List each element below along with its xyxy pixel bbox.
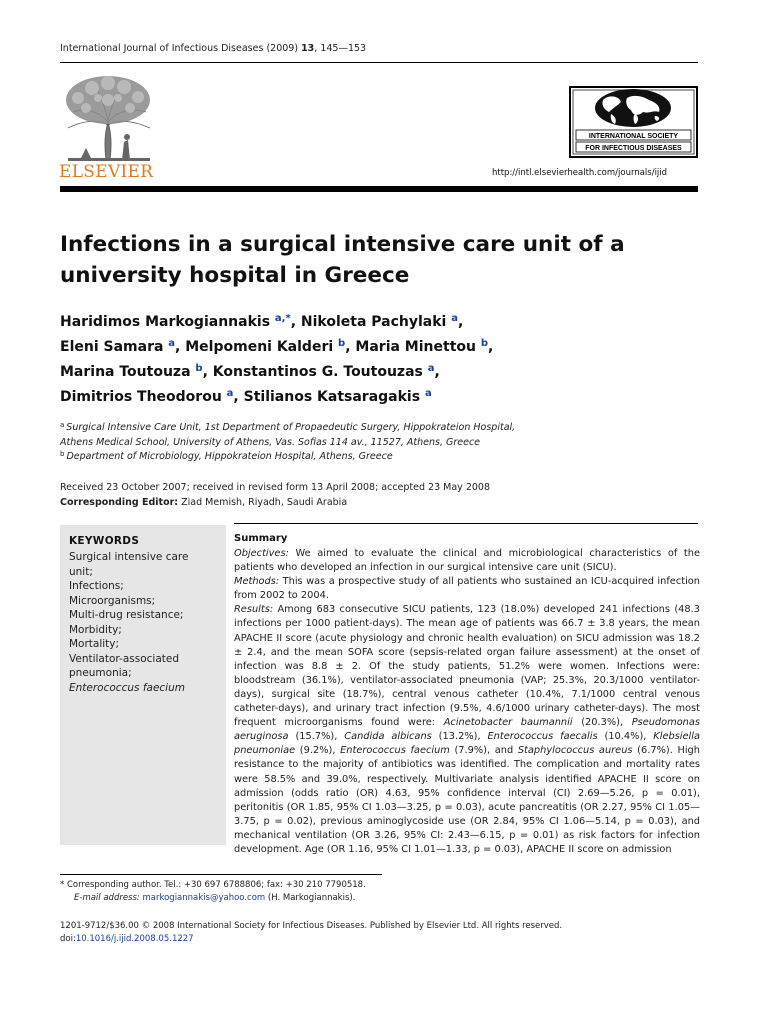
author-name: Haridimos Markogiannakis <box>60 314 271 330</box>
keyword-item: Morbidity; <box>69 623 122 636</box>
author-name: Maria Minettou <box>355 339 476 355</box>
corresponding-editor: Corresponding Editor: Ziad Memish, Riyadh, Saudi Arabia <box>60 497 348 508</box>
author-affiliation-mark[interactable]: b <box>480 338 489 349</box>
keyword-item: unit; <box>69 565 93 578</box>
author-affiliation-mark[interactable]: a <box>427 363 435 374</box>
received-dates: Received 23 October 2007; received in revised form 13 April 2008; accepted 23 May 2008 <box>60 482 490 493</box>
author-affiliation-mark[interactable]: a,* <box>274 313 291 324</box>
isid-logo-line1: INTERNATIONAL SOCIETY <box>588 133 679 140</box>
journal-reference: International Journal of Infectious Diseases (2009) 13, 145—153 <box>60 43 367 54</box>
keyword-item: Multi-drug resistance; <box>69 609 184 621</box>
doi-link[interactable]: 10.1016/j.ijid.2008.05.1227 <box>75 934 194 944</box>
keyword-item: Surgical intensive care <box>69 551 189 563</box>
journal-url[interactable]: http://intl.elsevierhealth.com/journals/ijid <box>492 168 668 178</box>
email-link[interactable]: markogiannakis@yahoo.com <box>142 893 266 903</box>
author-name: Dimitrios Theodorou <box>60 389 222 405</box>
keyword-item: Infections; <box>69 580 124 592</box>
summary-divider <box>234 523 698 524</box>
isid-globe-logo <box>569 86 698 158</box>
keyword-item: pneumonia; <box>69 667 132 679</box>
keywords-panel <box>60 525 226 845</box>
author-list: Haridimos Markogiannakis $^{a,*}$, Nikoleta Pachylaki $^a$, Eleni Samara $^a$, Melpomeni Kalderi $^b$, Maria Minettou $^b$, Marina Toutouza $^b$, Konstantinos G. Toutouzas $^a$, Dimitrios Theodorou $^a$, Stilianos Katsaragakis $^a$ <box>60 313 494 405</box>
author-affiliation-mark[interactable]: b <box>338 338 346 349</box>
author-affiliation-mark[interactable]: a <box>451 313 458 324</box>
summary-body: Objectives: We aimed to evaluate the clinical and microbiological characteristics of the patients who developed an infection in our surgical intensive care unit (SICU). Methods: This was a prospective study of all patients who sustained an ICU-acquired infection from 2002 to 2004. Results: Among 683 consecutive SICU patients, 123 (18.0%) developed 241 infections (48.3 infections per 1000 patient-days). The mean age of patients was 66.7 ± 3.8 years, the mean APACHE II score (acute physiology and chronic health evaluation) on SICU admission was 18.2 ± 2.4, and the mean SOFA score (sepsis-related organ failure assessment) at the onset of infection was 8.8 ± 2. Of the study patients, 51.2% were women. Infections were: bloodstream (36.1%), ventilator-associated pneumonia (VAP; 25.3%, 20.3/1000 ventilator-days), surgical site (18.7%), central venous catheter (10.4%, 7.1/1000 central venous catheter-days), and urinary tract infection (9.5%, 4.6/1000 urinary catheter-days). The most frequent microorganisms found were: Acinetobacter baumannii (20.3%), Pseudomonas aeruginosa (15.7%), Candida albicans (13.2%), Enterococcus faecalis (10.4%), Klebsiella pneumoniae (9.2%), Enterococcus faecium (7.9%), and Staphylococcus aureus (6.7%). High resistance to the majority of antibiotics was identified. The complication and mortality rates were 58.5% and 39.0%, respectively. Multivariate analysis identified APACHE II score on admission (odds ratio (OR) 4.63, 95% confidence interval (CI) 2.69—5.26, p = 0.01), peritonitis (OR 1.85, 95% CI 1.03—3.25, p = 0.03), acute pancreatitis (OR 2.27, 95% CI 1.05—3.75, p = 0.02), previous aminoglycoside use (OR 2.84, 95% CI 1.06—5.14, p = 0.03), and mechanical ventilation (OR 3.26, 95% CI: 2.43—6.15, p = 0.01) as risk factors for infection development. Age (OR 1.16, 95% CI 1.01—1.33, p = 0.03), APACHE II score on admission <box>234 548 701 855</box>
author-name: Eleni Samara <box>60 339 164 355</box>
keyword-item: Enterococcus faecium <box>69 681 185 694</box>
keyword-item: Microorganisms; <box>69 594 156 607</box>
keyword-item: Mortality; <box>69 638 120 650</box>
top-divider <box>60 62 698 63</box>
author-affiliation-mark[interactable]: b <box>195 363 203 374</box>
author-name: Nikoleta Pachylaki <box>300 314 447 330</box>
keywords-heading: KEYWORDS <box>69 535 140 547</box>
summary-heading: Summary <box>234 533 288 544</box>
footnote-divider <box>60 874 382 875</box>
author-name: Stilianos Katsaragakis <box>243 389 421 405</box>
corresponding-author-footnote: * Corresponding author. Tel.: +30 697 6788806; fax: +30 210 7790518. E-mail address: markogiannakis@yahoo.com (H. Markogiannakis). <box>60 880 366 903</box>
affiliation-b: $^b$ Department of Microbiology, Hippokrateion Hospital, Athens, Greece <box>60 450 393 462</box>
author-name: Marina Toutouza <box>60 364 191 380</box>
isid-logo-line2: FOR INFECTIOUS DISEASES <box>585 145 682 152</box>
author-name: Konstantinos G. Toutouzas <box>212 364 423 380</box>
affiliation-a: $^a$ Surgical Intensive Care Unit, 1st Department of Propaedeutic Surgery, Hippokrateion Hospital, Athens Medical School, University of Athens, Vas. Sofias 114 av., 11527, Athens, Greece <box>60 421 516 448</box>
author-affiliation-mark[interactable]: a <box>424 388 432 399</box>
header-thick-divider <box>60 186 698 192</box>
author-name: Melpomeni Kalderi <box>185 339 334 355</box>
author-affiliation-mark[interactable]: a <box>226 388 234 399</box>
keyword-item: Ventilator-associated <box>69 652 180 665</box>
author-affiliation-mark[interactable]: a <box>168 338 176 349</box>
copyright-notice: 1201-9712/$36.00 © 2008 International Society for Infectious Diseases. Published by Elsevier Ltd. All rights reserved. doi:10.1016/j.ijid.2008.05.1227 <box>60 921 563 944</box>
article-title: Infections in a surgical intensive care unit of a university hospital in Greece <box>60 232 625 288</box>
publisher-wordmark: ELSEVIER <box>59 162 154 182</box>
